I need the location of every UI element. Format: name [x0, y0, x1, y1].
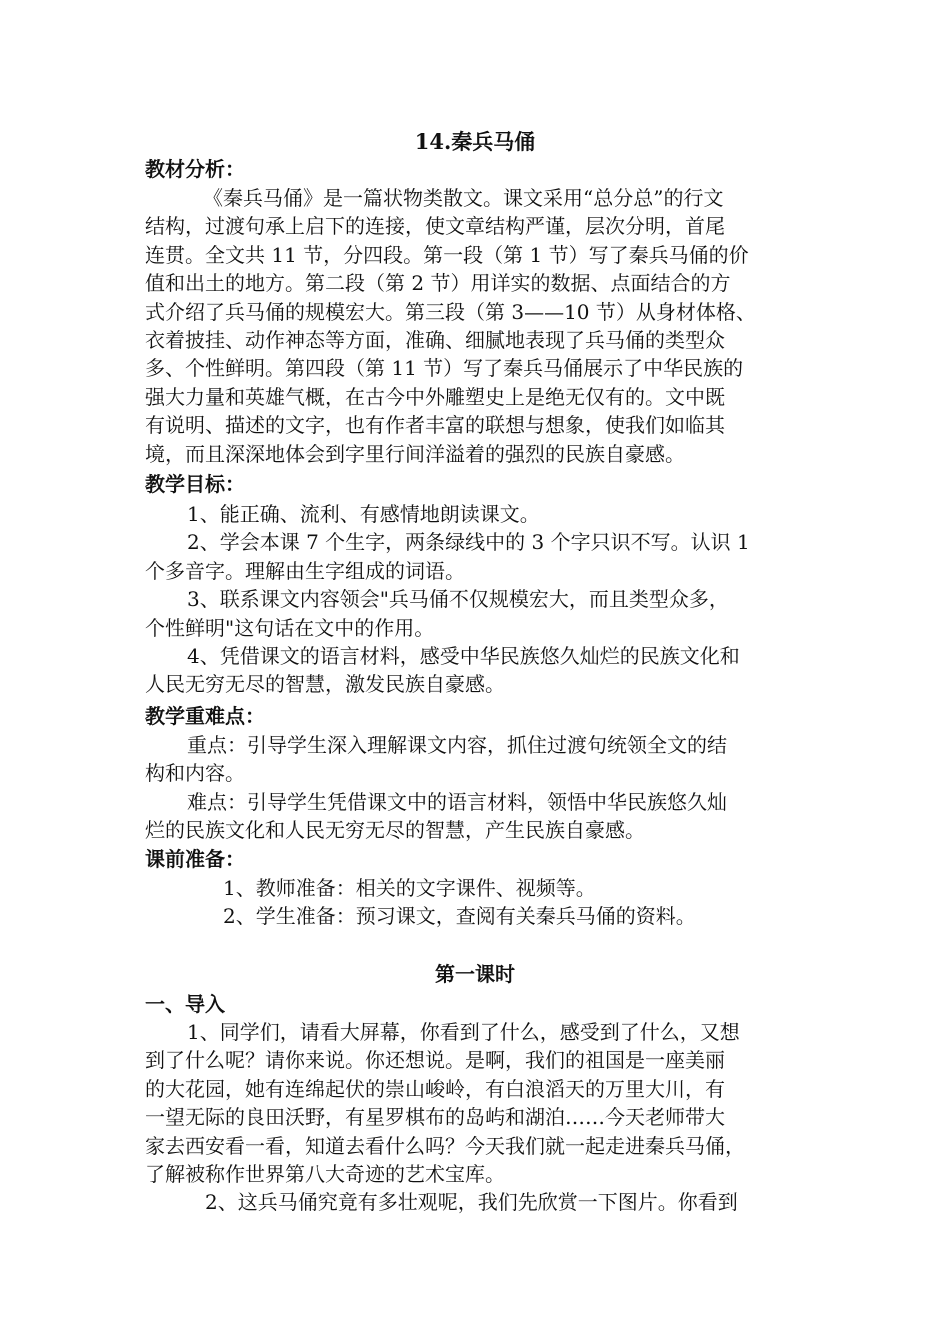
text-line: 2、学会本课 7 个生字，两条绿线中的 3 个字只识不写。认识 1 [187, 530, 750, 555]
text-line: 《秦兵马俑》是一篇状物类散文。课文采用“总分总”的行文 [203, 186, 724, 210]
text-line: 个性鲜明"这句话在文中的作用。 [145, 615, 435, 640]
page-title: 14.秦兵马俑 [414, 129, 536, 154]
heading-introduction: 一、导入 [145, 992, 225, 1016]
text-line: 构和内容。 [145, 761, 245, 786]
paragraph-introduction [145, 1018, 815, 1217]
text-line: 个多音字。理解由生字组成的词语。 [145, 558, 465, 583]
text-line: 多、个性鲜明。第四段（第 11 节）写了秦兵马俑展示了中华民族的 [145, 356, 744, 381]
text-line: 2、学生准备：预习课文，查阅有关秦兵马俑的资料。 [223, 904, 696, 929]
heading-key-points: 教学重难点： [145, 704, 265, 728]
lesson-heading: 第一课时 [435, 962, 515, 986]
paragraph-textbook-analysis [145, 184, 815, 468]
text-line: 强大力量和英雄气概，在古今中外雕塑史上是绝无仅有的。文中既 [145, 384, 725, 409]
text-line: 了解被称作世界第八大奇迹的艺术宝库。 [145, 1162, 505, 1187]
text-line: 的大花园，她有连绵起伏的崇山峻岭，有白浪滔天的万里大川，有 [145, 1076, 725, 1101]
text-line: 境，而且深深地体会到字里行间洋溢着的强烈的民族自豪感。 [145, 441, 685, 466]
text-line: 人民无穷无尽的智慧，激发民族自豪感。 [145, 672, 505, 697]
heading-textbook-analysis: 教材分析： [145, 157, 245, 181]
text-line: 2、这兵马俑究竟有多壮观呢，我们先欣赏一下图片。你看到 [205, 1190, 738, 1215]
text-line: 衣着披挂、动作神态等方面，准确、细腻地表现了兵马俑的类型众 [145, 328, 725, 353]
text-line: 式介绍了兵马俑的规模宏大。第三段（第 3——10 节）从身材体格、 [145, 299, 756, 324]
text-line: 连贯。全文共 11 节，分四段。第一段（第 1 节）写了秦兵马俑的价 [145, 242, 749, 267]
text-line: 烂的民族文化和人民无穷无尽的智慧，产生民族自豪感。 [145, 818, 645, 843]
heading-teaching-goals: 教学目标： [145, 472, 245, 496]
text-line: 有说明、描述的文字，也有作者丰富的联想与想象，使我们如临其 [145, 413, 725, 438]
paragraph-key-points [145, 731, 815, 845]
text-line: 1、教师准备：相关的文字课件、视频等。 [223, 876, 596, 900]
text-line: 一望无际的良田沃野，有星罗棋布的岛屿和湖泊……今天老师带大 [145, 1105, 725, 1130]
text-line: 难点：引导学生凭借课文中的语言材料，领悟中华民族悠久灿 [187, 789, 727, 814]
text-line: 到了什么呢？请你来说。你还想说。是啊，我们的祖国是一座美丽 [145, 1048, 725, 1073]
text-line: 值和出土的地方。第二段（第 2 节）用详实的数据、点面结合的方 [145, 271, 731, 296]
text-line: 1、能正确、流利、有感情地朗读课文。 [187, 502, 540, 526]
paragraph-preparation [145, 874, 815, 931]
text-line: 1、同学们，请看大屏幕，你看到了什么，感受到了什么，又想 [187, 1020, 740, 1044]
text-line: 家去西安看一看，知道去看什么吗？今天我们就一起走进秦兵马俑， [145, 1133, 745, 1158]
text-line: 4、凭借课文的语言材料，感受中华民族悠久灿烂的民族文化和 [187, 644, 740, 669]
text-line: 3、联系课文内容领会"兵马俑不仅规模宏大，而且类型众多， [187, 587, 729, 612]
text-line: 结构，过渡句承上启下的连接，使文章结构严谨，层次分明，首尾 [145, 214, 725, 239]
heading-preparation: 课前准备： [145, 847, 245, 871]
paragraph-teaching-goals [145, 500, 815, 699]
text-line: 重点：引导学生深入理解课文内容，抓住过渡句统领全文的结 [187, 733, 727, 757]
